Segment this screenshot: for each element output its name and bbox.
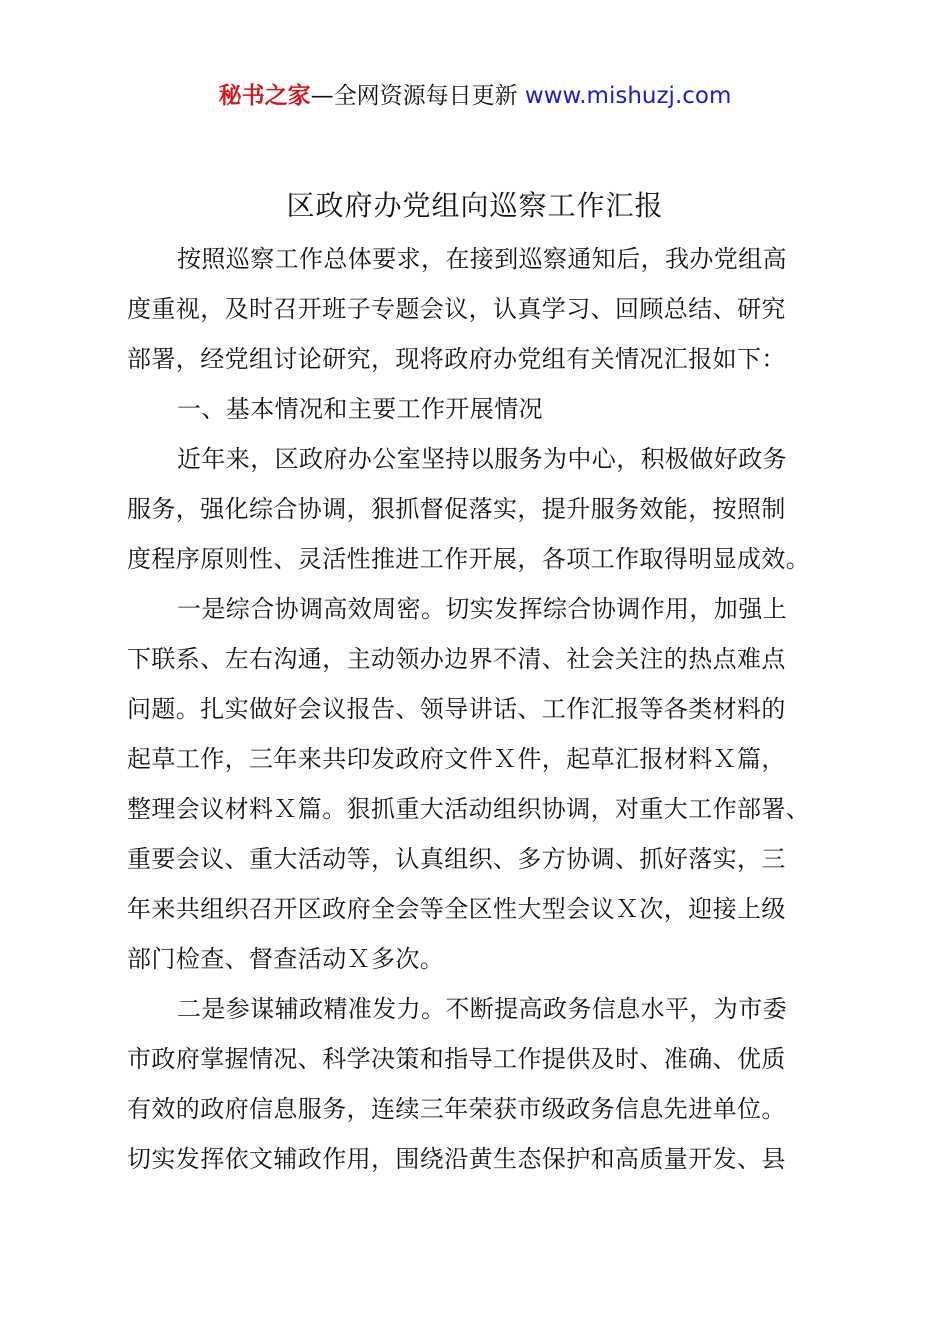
body-line: 一是综合协调高效周密。切实发挥综合协调作用，加强上 <box>177 595 787 623</box>
body-line: 部门检查、督查活动Ｘ多次。 <box>127 945 445 973</box>
banner-url-link[interactable]: www.mishuzj.com <box>524 83 732 109</box>
site-banner <box>0 80 950 112</box>
body-line: 度程序原则性、灵活性推进工作开展，各项工作取得明显成效。 <box>127 545 811 573</box>
body-line: 二是参谋辅政精准发力。不断提高政务信息水平，为市委 <box>177 995 787 1023</box>
body-line: 有效的政府信息服务，连续三年荣获市级政务信息先进单位。 <box>127 1095 786 1123</box>
body-line: 重要会议、重大活动等，认真组织、多方协调、抓好落实，三 <box>127 845 786 873</box>
body-line: 按照巡察工作总体要求，在接到巡察通知后，我办党组高 <box>177 245 787 273</box>
body-line: 服务，强化综合协调，狠抓督促落实，提升服务效能，按照制 <box>127 495 786 523</box>
body-line: 部署，经党组讨论研究，现将政府办党组有关情况汇报如下： <box>127 345 786 373</box>
body-line: 度重视，及时召开班子专题会议，认真学习、回顾总结、研究 <box>127 295 786 323</box>
body-line: 一、基本情况和主要工作开展情况 <box>177 395 543 423</box>
body-line: 问题。扎实做好会议报告、领导讲话、工作汇报等各类材料的 <box>127 695 786 723</box>
banner-brand: 秘书之家 <box>218 83 311 109</box>
banner-tagline: —全网资源每日更新 <box>310 83 525 109</box>
body-line: 下联系、左右沟通，主动领办边界不清、社会关注的热点难点 <box>127 645 786 673</box>
body-line: 年来共组织召开区政府全会等全区性大型会议Ｘ次，迎接上级 <box>127 895 786 923</box>
body-line: 切实发挥依文辅政作用，围绕沿黄生态保护和高质量开发、县 <box>127 1145 786 1173</box>
body-line: 近年来，区政府办公室坚持以服务为中心，积极做好政务 <box>177 445 787 473</box>
document-body <box>127 234 837 1184</box>
body-line: 市政府掌握情况、科学决策和指导工作提供及时、准确、优质 <box>127 1045 786 1073</box>
body-line: 起草工作，三年来共印发政府文件Ｘ件，起草汇报材料Ｘ篇， <box>127 745 786 773</box>
document-title: 区政府办党组向巡察工作汇报 <box>286 189 664 222</box>
body-line: 整理会议材料Ｘ篇。狠抓重大活动组织协调，对重大工作部署、 <box>127 795 811 823</box>
